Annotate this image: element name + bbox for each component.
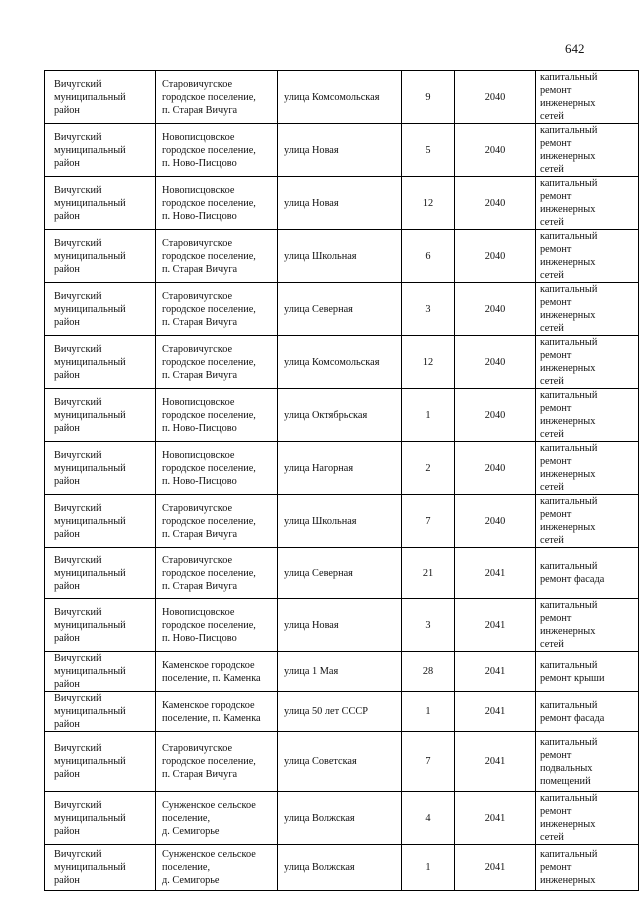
settlement-cell: Старовичугское городское поселение, п. Старая Вичуга xyxy=(156,548,278,599)
settlement-cell: Новописцовское городское поселение, п. Ново-Писцово xyxy=(156,124,278,177)
year-cell: 2041 xyxy=(455,599,536,652)
house-number-cell: 21 xyxy=(402,548,455,599)
district-cell: Вичугский муниципальный район xyxy=(45,230,156,283)
work-type-cell: капитальный ремонт фасада xyxy=(536,548,639,599)
table-row xyxy=(45,124,639,177)
settlement-cell: Новописцовское городское поселение, п. Ново-Писцово xyxy=(156,389,278,442)
street-cell: улица Волжская xyxy=(278,845,402,891)
table-row xyxy=(45,177,639,230)
table-row xyxy=(45,692,639,732)
house-number-cell: 3 xyxy=(402,599,455,652)
district-cell: Вичугский муниципальный район xyxy=(45,177,156,230)
table-row xyxy=(45,845,639,891)
street-cell: улица Советская xyxy=(278,732,402,792)
page-number: 642 xyxy=(565,41,585,56)
work-type-cell: капитальный ремонт фасада xyxy=(536,692,639,732)
house-number-cell: 12 xyxy=(402,177,455,230)
year-cell: 2040 xyxy=(455,71,536,124)
house-number-cell: 2 xyxy=(402,442,455,495)
table-row xyxy=(45,442,639,495)
street-cell: улица Комсомольская xyxy=(278,71,402,124)
work-type-cell: капитальный ремонт крыши xyxy=(536,652,639,692)
settlement-cell: Каменское городское поселение, п. Каменка xyxy=(156,692,278,732)
year-cell: 2041 xyxy=(455,845,536,891)
district-cell: Вичугский муниципальный район xyxy=(45,71,156,124)
settlement-cell: Новописцовское городское поселение, п. Ново-Писцово xyxy=(156,599,278,652)
street-cell: улица Новая xyxy=(278,599,402,652)
year-cell: 2040 xyxy=(455,124,536,177)
year-cell: 2040 xyxy=(455,389,536,442)
district-cell: Вичугский муниципальный район xyxy=(45,599,156,652)
work-type-cell: капитальный ремонт инженерных сетей xyxy=(536,177,639,230)
district-cell: Вичугский муниципальный район xyxy=(45,732,156,792)
year-cell: 2040 xyxy=(455,283,536,336)
settlement-cell: Сунженское сельское поселение, д. Семигорье xyxy=(156,845,278,891)
year-cell: 2040 xyxy=(455,230,536,283)
settlement-cell: Старовичугское городское поселение, п. Старая Вичуга xyxy=(156,71,278,124)
work-type-cell: капитальный ремонт инженерных сетей xyxy=(536,599,639,652)
street-cell: улица Комсомольская xyxy=(278,336,402,389)
street-cell: улица Школьная xyxy=(278,230,402,283)
table-row xyxy=(45,230,639,283)
work-type-cell: капитальный ремонт инженерных сетей xyxy=(536,283,639,336)
settlement-cell: Сунженское сельское поселение, д. Семигорье xyxy=(156,792,278,845)
year-cell: 2041 xyxy=(455,692,536,732)
street-cell: улица Нагорная xyxy=(278,442,402,495)
work-type-cell: капитальный ремонт инженерных сетей xyxy=(536,336,639,389)
street-cell: улица 1 Мая xyxy=(278,652,402,692)
district-cell: Вичугский муниципальный район xyxy=(45,845,156,891)
district-cell: Вичугский муниципальный район xyxy=(45,283,156,336)
house-number-cell: 3 xyxy=(402,283,455,336)
table-row xyxy=(45,792,639,845)
year-cell: 2041 xyxy=(455,548,536,599)
house-number-cell: 12 xyxy=(402,336,455,389)
table-row xyxy=(45,389,639,442)
year-cell: 2041 xyxy=(455,732,536,792)
table-row xyxy=(45,71,639,124)
street-cell: улица 50 лет СССР xyxy=(278,692,402,732)
district-cell: Вичугский муниципальный район xyxy=(45,548,156,599)
work-type-cell: капитальный ремонт инженерных сетей xyxy=(536,792,639,845)
district-cell: Вичугский муниципальный район xyxy=(45,442,156,495)
work-type-cell: капитальный ремонт инженерных сетей xyxy=(536,495,639,548)
street-cell: улица Северная xyxy=(278,283,402,336)
house-number-cell: 5 xyxy=(402,124,455,177)
district-cell: Вичугский муниципальный район xyxy=(45,124,156,177)
work-type-cell: капитальный ремонт инженерных сетей xyxy=(536,442,639,495)
year-cell: 2041 xyxy=(455,792,536,845)
house-number-cell: 4 xyxy=(402,792,455,845)
repair-schedule-table xyxy=(44,70,639,891)
work-type-cell: капитальный ремонт инженерных xyxy=(536,845,639,891)
house-number-cell: 7 xyxy=(402,495,455,548)
district-cell: Вичугский муниципальный район xyxy=(45,389,156,442)
table-row xyxy=(45,599,639,652)
work-type-cell: капитальный ремонт инженерных сетей xyxy=(536,124,639,177)
house-number-cell: 1 xyxy=(402,845,455,891)
settlement-cell: Каменское городское поселение, п. Каменка xyxy=(156,652,278,692)
house-number-cell: 6 xyxy=(402,230,455,283)
table-row xyxy=(45,495,639,548)
house-number-cell: 1 xyxy=(402,692,455,732)
year-cell: 2040 xyxy=(455,177,536,230)
work-type-cell: капитальный ремонт инженерных сетей xyxy=(536,389,639,442)
settlement-cell: Старовичугское городское поселение, п. Старая Вичуга xyxy=(156,495,278,548)
district-cell: Вичугский муниципальный район xyxy=(45,792,156,845)
district-cell: Вичугский муниципальный район xyxy=(45,652,156,692)
street-cell: улица Школьная xyxy=(278,495,402,548)
street-cell: улица Новая xyxy=(278,124,402,177)
year-cell: 2040 xyxy=(455,336,536,389)
house-number-cell: 28 xyxy=(402,652,455,692)
house-number-cell: 9 xyxy=(402,71,455,124)
street-cell: улица Волжская xyxy=(278,792,402,845)
table-row xyxy=(45,652,639,692)
year-cell: 2040 xyxy=(455,495,536,548)
district-cell: Вичугский муниципальный район xyxy=(45,495,156,548)
settlement-cell: Старовичугское городское поселение, п. Старая Вичуга xyxy=(156,336,278,389)
street-cell: улица Октябрьская xyxy=(278,389,402,442)
table-row xyxy=(45,283,639,336)
street-cell: улица Новая xyxy=(278,177,402,230)
table-row xyxy=(45,548,639,599)
table-row xyxy=(45,336,639,389)
work-type-cell: капитальный ремонт инженерных сетей xyxy=(536,71,639,124)
settlement-cell: Новописцовское городское поселение, п. Ново-Писцово xyxy=(156,177,278,230)
year-cell: 2041 xyxy=(455,652,536,692)
settlement-cell: Старовичугское городское поселение, п. Старая Вичуга xyxy=(156,283,278,336)
work-type-cell: капитальный ремонт подвальных помещений xyxy=(536,732,639,792)
settlement-cell: Новописцовское городское поселение, п. Ново-Писцово xyxy=(156,442,278,495)
settlement-cell: Старовичугское городское поселение, п. Старая Вичуга xyxy=(156,230,278,283)
house-number-cell: 7 xyxy=(402,732,455,792)
district-cell: Вичугский муниципальный район xyxy=(45,336,156,389)
house-number-cell: 1 xyxy=(402,389,455,442)
work-type-cell: капитальный ремонт инженерных сетей xyxy=(536,230,639,283)
settlement-cell: Старовичугское городское поселение, п. Старая Вичуга xyxy=(156,732,278,792)
street-cell: улица Северная xyxy=(278,548,402,599)
district-cell: Вичугский муниципальный район xyxy=(45,692,156,732)
table-row xyxy=(45,732,639,792)
year-cell: 2040 xyxy=(455,442,536,495)
